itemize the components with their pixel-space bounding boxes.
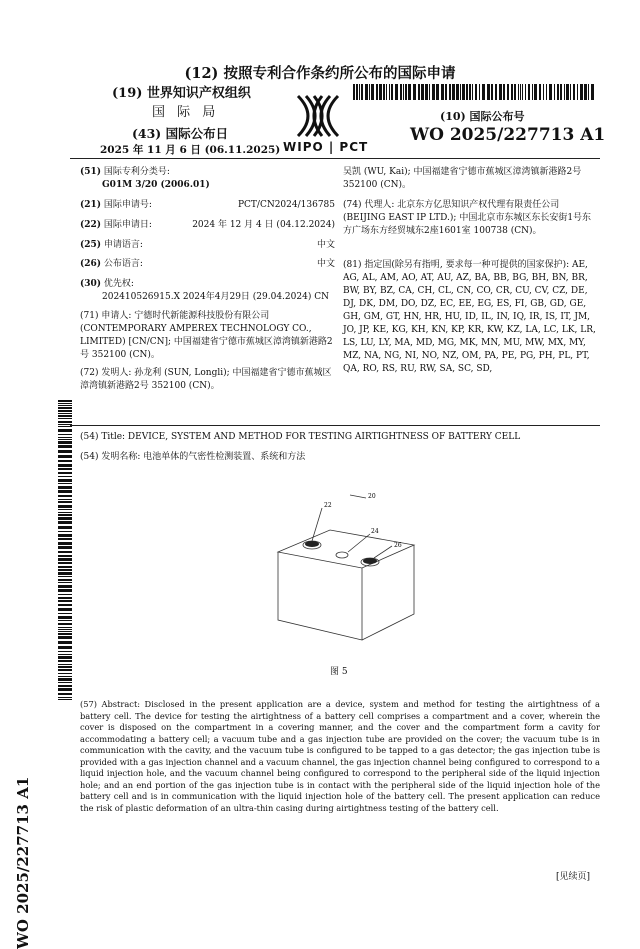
ref-26: 26 [394, 542, 402, 549]
field-71: (71) 申请人: 宁德时代新能源科技股份有限公司 (CONTEMPORARY AMPEREX TECHNOLOGY CO., LIMITED) [CN/CN]; 中国福建省宁德市蕉城区漳湾镇新港路2号 352100 (CN)。 [80, 311, 333, 360]
pubdate: 2025 年 11 月 6 日 (06.11.2025) [100, 144, 281, 156]
title-chinese: (54) 发明名称: 电池单体的气密性检测装置、系统和方法 [80, 452, 306, 462]
field-74: (74) 代理人: 北京东方亿思知识产权代理有限责任公司 (BEIJING EAST IP LTD.); 中国北京市东城区东长安街1号东方广场东方经贸城东2座1601室 100738 (CN)。 [343, 200, 592, 236]
battery-figure-image [270, 490, 420, 650]
org-line2: 国 际 局 [152, 105, 220, 120]
field-22: (22) 国际申请日: 2024 年 12 月 4 日 (04.12.2024) [80, 220, 335, 230]
abstract: (57) Abstract: Disclosed in the present application are a device, system and method for testing the airtightness of a battery cell. The device for testing the airtightness of a battery cell comprises a compartment and a cover, wherein the cover is disposed on the compartment in a covering manner, and the cover and the compartment form a cavity for accommodating a battery cell; a vacuum tube and a gas injection tube are provided on the cover; the vacuum tube is in communication with the cavity, and the vacuum tube is configured to be tapped to a gas detector; the gas injection tube is provided with a gas injection channel and a vacuum channel, the gas injection channel being configured to correspond to a liquid injection hole, and the vacuum channel being configured to correspond to the peripheral side of the liquid injection hole; and an end portion of the gas injection tube is in contact with the peripheral side of the liquid injection hole of the battery cell and is in communication with the liquid injection hole of the battery cell. The present application can reduce the risk of plastic deformation of an ultra-thin casing during airtightness testing of the battery cell. [80, 699, 600, 813]
bibliographic-block [0, 0, 640, 420]
field-26: (26) 公布语言: 中文 [80, 259, 335, 269]
document-title: (12) 按照专利合作条约所公布的国际申请 [184, 65, 456, 82]
field-51: (51) 国际专利分类号: G01M 3/20 (2006.01) [80, 167, 210, 190]
wipo-pct-text: WIPO | PCT [283, 140, 369, 154]
pubdate-label: (43) 国际公布日 [132, 126, 229, 141]
side-publication-number: WO 2025/227713 A1 [14, 776, 32, 949]
ref-24: 24 [371, 528, 379, 535]
field-72: (72) 发明人: 孙龙利 (SUN, Longli); 中国福建省宁德市蕉城区漳湾镇新港路2号 352100 (CN)。 [80, 368, 332, 391]
field-81: (81) 指定国(除另有指明, 要求每一种可提供的国家保护): AE, AG, AL, AM, AO, AT, AU, AZ, BA, BB, BG, BH, BN, BR, BW, BY, BZ, CA, CH, CL, CN, CO, CR, CU, CV, CZ, DE, DJ, DK, DM, DO, DZ, EC, EE, EG, ES, FI, GB, GD, GE, GH, GM, GT, HN, HR, HU, ID, IL, IN, IQ, IR, IS, IT, JM, JO, JP, KE, KG, KH, KN, KP, KR, KW, KZ, LA, LC, LK, LR, LS, LU, LY, MA, MD, MG, MK, MN, MU, MW, MX, MY, MZ, NA, NG, NI, NO, NZ, OM, PA, PE, PG, PH, PL, PT, QA, RO, RS, RU, RW, SA, SC, SD, [343, 260, 596, 374]
continued-note: [见续页] [556, 872, 591, 882]
inventor-continued: 吴凯 (WU, Kai); 中国福建省宁德市蕉城区漳湾镇新港路2号 352100 (CN)。 [343, 167, 582, 190]
field-30: (30) 优先权: 202410526915.X 2024年4月29日 (29.04.2024) CN [80, 279, 329, 302]
divider [70, 425, 600, 426]
side-barcode-image [58, 400, 72, 860]
ref-20: 20 [368, 493, 376, 500]
publication-number: WO 2025/227713 A1 [410, 125, 606, 145]
ref-22: 22 [324, 502, 332, 509]
field-21: (21) 国际申请号: PCT/CN2024/136785 [80, 200, 335, 210]
figure-caption: 图 5 [330, 667, 348, 677]
field-25: (25) 申请语言: 中文 [80, 240, 335, 250]
pubno-label: (10) 国际公布号 [440, 110, 525, 123]
org-line1: (19) 世界知识产权组织 [112, 86, 251, 101]
title-english: (54) Title: DEVICE, SYSTEM AND METHOD FOR TESTING AIRTIGHTNESS OF BATTERY CELL [80, 432, 521, 442]
